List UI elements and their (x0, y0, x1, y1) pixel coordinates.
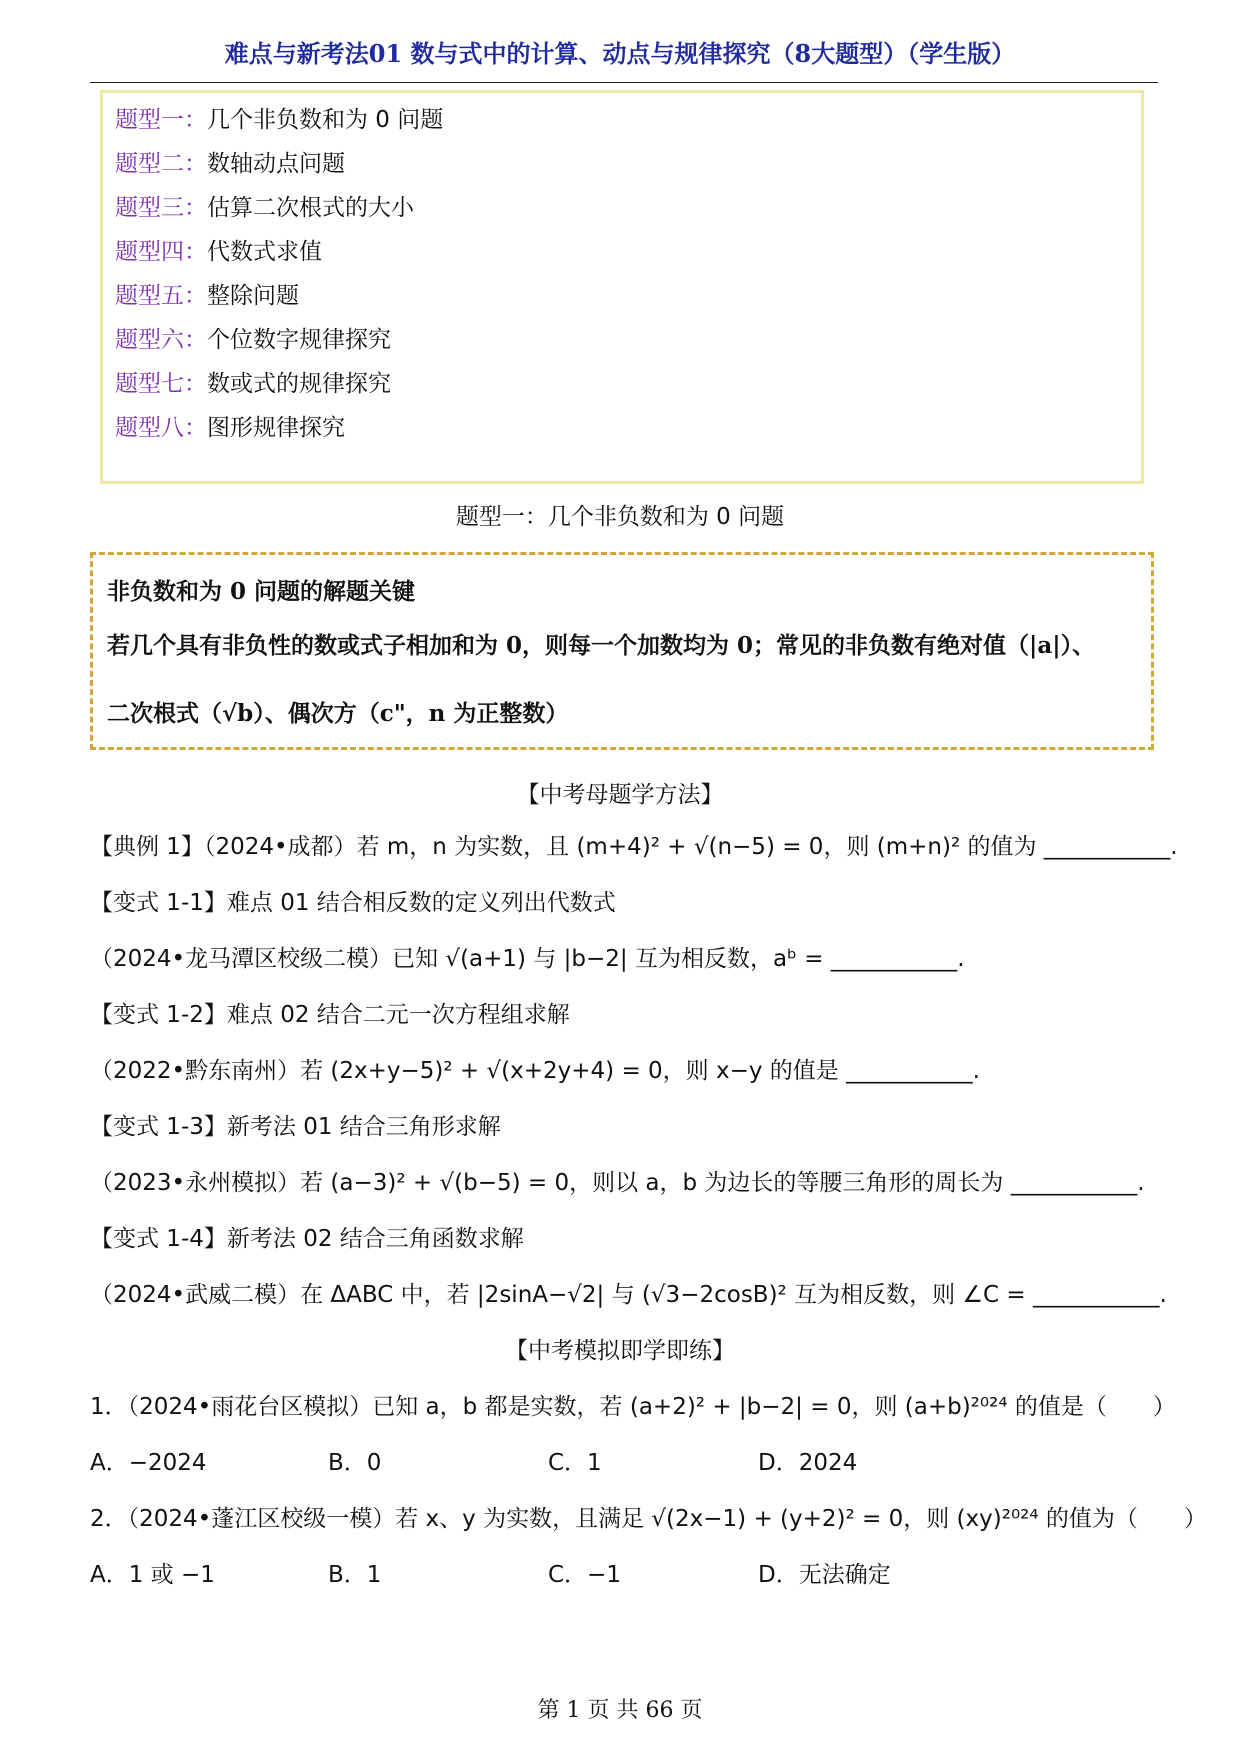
toc-item-sep: ： (184, 195, 207, 221)
key-points-title: 非负数和为 0 问题的解题关键 (107, 578, 416, 605)
key-points-line-1: 若几个具有非负性的数或式子相加和为 0，则每一个加数均为 0；常见的非负数有绝对值（|a|）、 (107, 632, 1096, 659)
toc-item-label: 题型五 (115, 283, 184, 309)
question-2-stem: 2．（2024•蓬江区校级一模）若 x、y 为实数，且满足 √(2x−1) + (y+2)² = 0，则 (xy)²⁰²⁴ 的值为（ ） (90, 1506, 1207, 1532)
question-2-option-a: A．1 或 −1 (90, 1562, 215, 1588)
toc-item (115, 101, 443, 134)
question-1-option-d: D．2024 (758, 1450, 858, 1476)
toc-item (115, 365, 391, 398)
toc-item (115, 145, 345, 178)
toc-item-text: 估算二次根式的大小 (207, 195, 414, 221)
toc-item (115, 409, 345, 442)
variant-1-4-question: （2024•武威二模）在 ΔABC 中，若 |2sinA−√2| 与 (√3−2cosB)² 互为相反数，则 ∠C = ___________. (90, 1282, 1167, 1308)
toc-item-text: 数或式的规律探究 (207, 371, 391, 397)
question-1-option-b: B．0 (328, 1450, 382, 1476)
question-2-option-c: C．−1 (548, 1562, 621, 1588)
variant-1-3-question: （2023•永州模拟）若 (a−3)² + √(b−5) = 0，则以 a，b 为边长的等腰三角形的周长为 ___________. (90, 1170, 1145, 1196)
toc-item (115, 277, 299, 310)
key-points-box (90, 552, 1154, 750)
page-footer: 第 1 页 共 66 页 (537, 1698, 703, 1723)
variant-1-3-title: 【变式 1-3】新考法 01 结合三角形求解 (90, 1114, 501, 1140)
toc-item-sep: ： (184, 283, 207, 309)
toc-item-label: 题型二 (115, 151, 184, 177)
toc-item-sep: ： (184, 107, 207, 133)
variant-1-1-title: 【变式 1-1】难点 01 结合相反数的定义列出代数式 (90, 890, 616, 916)
toc-item-sep: ： (184, 327, 207, 353)
variant-1-2-title: 【变式 1-2】难点 02 结合二元一次方程组求解 (90, 1002, 570, 1028)
toc-item-sep: ： (184, 415, 207, 441)
example-1: 【典例 1】（2024•成都）若 m，n 为实数，且 (m+4)² + √(n−5) = 0，则 (m+n)² 的值为 ___________. (90, 834, 1178, 860)
toc-item-text: 数轴动点问题 (207, 151, 345, 177)
toc-item-text: 整除问题 (207, 283, 299, 309)
toc-item (115, 233, 322, 266)
question-1-stem: 1．（2024•雨花台区模拟）已知 a，b 都是实数，若 (a+2)² + |b−2| = 0，则 (a+b)²⁰²⁴ 的值是（ ） (90, 1394, 1176, 1420)
question-2-option-d: D．无法确定 (758, 1562, 891, 1588)
toc-item-text: 图形规律探究 (207, 415, 345, 441)
variant-1-4-title: 【变式 1-4】新考法 02 结合三角函数求解 (90, 1226, 524, 1252)
toc-item-label: 题型八 (115, 415, 184, 441)
toc-item-label: 题型三 (115, 195, 184, 221)
toc-item-label: 题型七 (115, 371, 184, 397)
toc-item-label: 题型四 (115, 239, 184, 265)
toc-item-sep: ： (184, 239, 207, 265)
section-heading-practice: 【中考模拟即学即练】 (505, 1338, 735, 1364)
toc-item-label: 题型六 (115, 327, 184, 353)
toc-item-text: 几个非负数和为 0 问题 (207, 107, 444, 133)
toc-item-text: 个位数字规律探究 (207, 327, 391, 353)
variant-1-1-question: （2024•龙马潭区校级二模）已知 √(a+1) 与 |b−2| 互为相反数，aᵇ = ___________. (90, 946, 965, 972)
toc-item-sep: ： (184, 371, 207, 397)
toc-item-label: 题型一 (115, 107, 184, 133)
question-type-list (100, 90, 1144, 484)
question-1-option-c: C．1 (548, 1450, 602, 1476)
toc-item-text: 代数式求值 (207, 239, 322, 265)
section-title: 题型一：几个非负数和为 0 问题 (455, 504, 785, 530)
question-2-option-b: B．1 (328, 1562, 382, 1588)
section-heading-method: 【中考母题学方法】 (516, 782, 724, 808)
page-header-title: 难点与新考法01 数与式中的计算、动点与规律探究（8大题型）（学生版） (224, 39, 1016, 68)
key-points-line-2: 二次根式（√b）、偶次方（c"，n 为正整数） (107, 700, 569, 727)
toc-item (115, 189, 414, 222)
question-1-option-a: A．−2024 (90, 1450, 207, 1476)
toc-item-sep: ： (184, 151, 207, 177)
header-divider (90, 82, 1158, 83)
variant-1-2-question: （2022•黔东南州）若 (2x+y−5)² + √(x+2y+4) = 0，则 x−y 的值是 ___________. (90, 1058, 980, 1084)
toc-item (115, 321, 391, 354)
